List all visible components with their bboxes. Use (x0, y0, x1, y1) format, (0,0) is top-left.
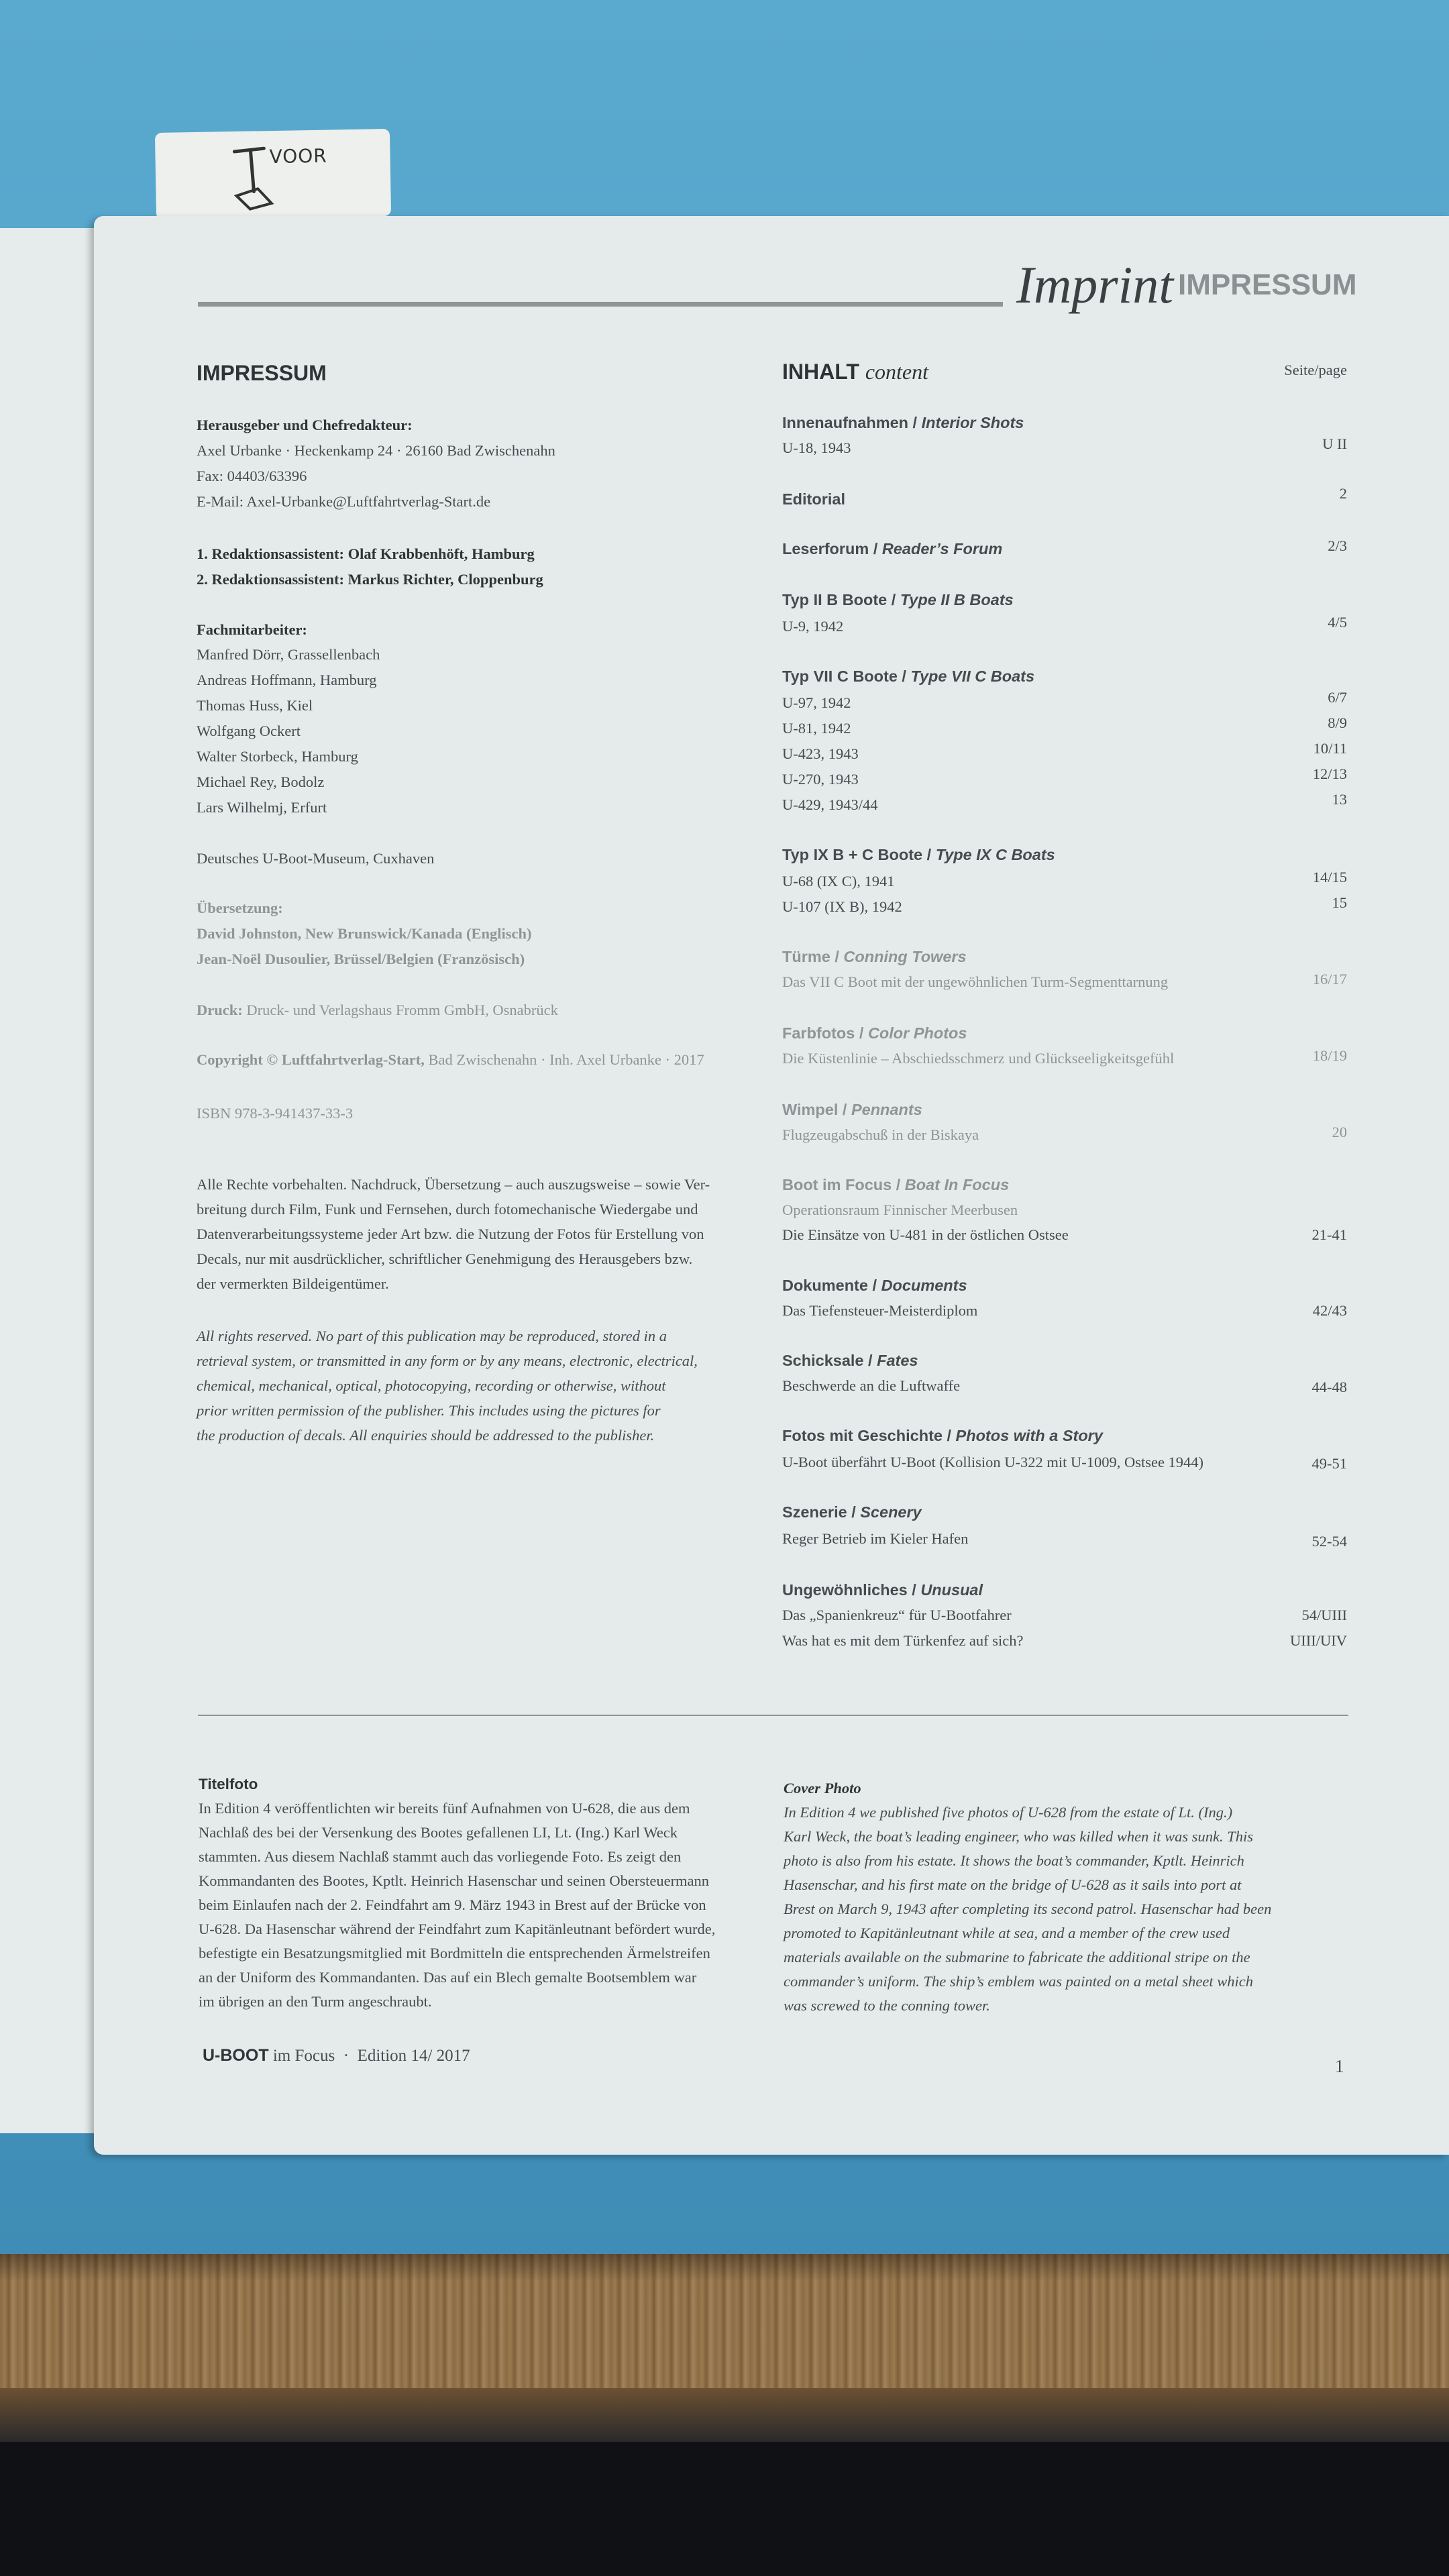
toc-section-de: Farbfotos / (782, 1024, 868, 1042)
contributor: Andreas Hoffmann, Hamburg (197, 672, 377, 688)
publisher-fax: Fax: 04403/63396 (197, 468, 307, 484)
toc-section-title (782, 1580, 983, 1599)
print-text: Druck- und Verlagshaus Fromm GmbH, Osnabrück (246, 1002, 558, 1018)
edition-footer: U-BOOT im Focus · Edition 14/ 2017 (203, 2046, 470, 2065)
toc-item-page: 20 (1332, 1124, 1347, 1140)
contributor: Lars Wilhelmj, Erfurt (197, 799, 327, 816)
publisher-label: Herausgeber und Chefredakteur: (197, 417, 413, 433)
toc-section-title (782, 539, 1002, 558)
toc-item-page: 10/11 (1313, 740, 1347, 757)
toc-page-label: Seite/page (1284, 362, 1347, 378)
toc-item: U-270, 1943 (782, 771, 859, 788)
rights-en-line: prior written permission of the publisher. This includes using the pictures for (197, 1402, 661, 1419)
toc-section-de: Wimpel / (782, 1101, 851, 1118)
brand-rest: im Focus (272, 2047, 335, 2065)
toc-section-en: Documents (881, 1277, 967, 1294)
toc-section-title: Editorial (782, 490, 846, 508)
cover-photo-line: Karl Weck, the boat’s leading engineer, who was killed when it was sunk. This (784, 1828, 1253, 1845)
cover-photo-line: promoted to Kapitänleutnant while at sea, and a member of the crew used (784, 1925, 1230, 1941)
dark-floor (0, 2442, 1449, 2576)
header-rule (198, 302, 1003, 307)
toc-section-title (782, 947, 967, 966)
toc-section-title (782, 1351, 918, 1370)
back-page-edge (0, 228, 101, 2133)
paper-tag (155, 129, 391, 220)
toc-section-en: Pennants (851, 1101, 922, 1118)
museum-credit: Deutsches U-Boot-Museum, Cuxhaven (197, 850, 435, 867)
translation-label: Übersetzung: (197, 900, 283, 916)
toc-item-page: UIII/UIV (1290, 1632, 1347, 1649)
titelfoto-line: U-628. Da Hasenschar während der Feindfahrt zum Kapitänleutnant befördert wurde, (199, 1921, 716, 1937)
print-credit (197, 1001, 558, 1020)
toc-item: Beschwerde an die Luftwaffe (782, 1377, 961, 1394)
cover-photo-line: In Edition 4 we published five photos of U-628 from the estate of Lt. (Ing.) (784, 1804, 1233, 1821)
toc-section-title (782, 1426, 1103, 1445)
toc-heading-en: content (865, 360, 929, 384)
contributor: Michael Rey, Bodolz (197, 773, 325, 790)
toc-section-en: Conning Towers (843, 948, 967, 965)
toc-item-page: 42/43 (1312, 1302, 1347, 1319)
toc-section-de: Dokumente / (782, 1277, 881, 1294)
toc-item-page: 8/9 (1328, 714, 1347, 731)
translator-2: Jean-Noël Dusoulier, Brüssel/Belgien (Französisch) (197, 951, 525, 967)
toc-item: Flugzeugabschuß in der Biskaya (782, 1126, 979, 1143)
titelfoto-heading: Titelfoto (199, 1776, 258, 1792)
toc-item-page: 2/3 (1328, 537, 1347, 554)
page-number: 1 (1335, 2056, 1344, 2076)
toc-item-page: 21-41 (1311, 1226, 1347, 1243)
shelf-shadow (0, 2254, 1449, 2281)
toc-item: Die Einsätze von U-481 in der östlichen Ostsee (782, 1226, 1069, 1243)
toc-item: U-68 (IX C), 1941 (782, 873, 895, 890)
brand-name: U-BOOT (203, 2046, 269, 2065)
isbn: ISBN 978-3-941437-33-3 (197, 1105, 354, 1122)
toc-item-page: 14/15 (1312, 869, 1347, 885)
rights-de-line: Decals, nur mit ausdrücklicher, schriftlicher Genehmigung des Herausgebers bzw. (197, 1250, 693, 1267)
publisher-address: Axel Urbanke · Heckenkamp 24 · 26160 Bad Zwischenahn (197, 442, 555, 459)
toc-item: U-423, 1943 (782, 745, 859, 762)
toc-section-title (782, 1024, 967, 1042)
toc-section-en: Fates (877, 1352, 918, 1369)
toc-section-de: Typ IX B + C Boote / (782, 846, 936, 863)
toc-section-title (782, 667, 1034, 686)
cover-photo-line: photo is also from his estate. It shows the boat’s commander, Kptlt. Heinrich (784, 1852, 1244, 1869)
titelfoto-line: In Edition 4 veröffentlichten wir bereits fünf Aufnahmen von U-628, die aus dem (199, 1800, 690, 1817)
toc-section-en: Type II B Boats (900, 591, 1014, 608)
copyright-bold: Copyright © Luftfahrtverlag-Start, (197, 1051, 425, 1068)
rights-de-line: Datenverarbeitungssysteme jeder Art bzw. die Nutzung der Fotos für Erstellung von (197, 1226, 704, 1242)
toc-section-title (782, 413, 1024, 432)
toc-item-page: 16/17 (1312, 971, 1347, 987)
toc-section-en: Reader’s Forum (881, 540, 1003, 557)
page-title: Imprint (1016, 256, 1173, 314)
toc-section-en: Interior Shots (921, 414, 1024, 431)
toc-item: Das VII C Boot mit der ungewöhnlichen Turm-Segmenttarnung (782, 973, 1169, 990)
rights-en-line: retrieval system, or transmitted in any form or by any means, electronic, electrical, (197, 1352, 698, 1369)
toc-item-page: 2 (1339, 485, 1347, 502)
toc-item: U-18, 1943 (782, 439, 851, 456)
titelfoto-line: beim Einlaufen nach der 2. Feindfahrt am 9. März 1943 in Brest auf der Brücke von (199, 1896, 706, 1913)
copyright-rest: Bad Zwischenahn · Inh. Axel Urbanke · 2017 (428, 1051, 704, 1068)
toc-section-en: Type IX C Boats (935, 846, 1055, 863)
toc-heading (782, 360, 928, 384)
toc-section-en: Scenery (860, 1503, 922, 1521)
rights-en-line: the production of decals. All enquiries should be addressed to the publisher. (197, 1427, 655, 1444)
titelfoto-line: an der Uniform des Kommandanten. Das auf ein Blech gemalte Bootsemblem war (199, 1969, 697, 1986)
rights-de-line: Alle Rechte vorbehalten. Nachdruck, Übersetzung – auch auszugsweise – sowie Ver- (197, 1176, 710, 1193)
rights-en-line: chemical, mechanical, optical, photocopying, recording or otherwise, without (197, 1377, 666, 1394)
toc-item-page: 15 (1332, 894, 1347, 911)
toc-section-de: Ungewöhnliches / (782, 1581, 921, 1599)
toc-section-title (782, 1276, 967, 1295)
toc-section-de: Türme / (782, 948, 844, 965)
tag-label: VOOR (269, 144, 328, 168)
toc-item-page: 52-54 (1311, 1533, 1347, 1550)
translator-1: David Johnston, New Brunswick/Kanada (Englisch) (197, 925, 532, 942)
contributor: Walter Storbeck, Hamburg (197, 748, 358, 765)
titelfoto-line: im übrigen an den Turm angeschraubt. (199, 1993, 432, 2010)
contributor: Manfred Dörr, Grassellenbach (197, 646, 380, 663)
toc-item-page: 6/7 (1328, 689, 1347, 706)
toc-section-title (782, 1100, 922, 1119)
cover-photo-line: commander’s uniform. The ship’s emblem was painted on a metal sheet which (784, 1973, 1253, 1990)
page-subtitle: IMPRESSUM (1178, 268, 1357, 301)
contributor: Wolfgang Ockert (197, 722, 301, 739)
toc-item-page: 13 (1332, 791, 1347, 808)
titelfoto-line: Nachlaß des bei der Versenkung des Bootes gefallenen LI, Lt. (Ing.) Karl Weck (199, 1824, 678, 1841)
toc-item: Das „Spanienkreuz“ für U-Bootfahrer (782, 1607, 1012, 1623)
toc-section-de: Innenaufnahmen / (782, 414, 922, 431)
rights-de-line: breitung durch Film, Funk und Fernsehen, durch fotomechanische Wiedergabe und (197, 1201, 698, 1218)
toc-section-title (782, 1175, 1009, 1194)
titelfoto-line: Kommandanten des Bootes, Kptlt. Heinrich Hasenschar und seinen Obersteuermann (199, 1872, 710, 1889)
assistant-2: 2. Redaktionsassistent: Markus Richter, Cloppenburg (197, 571, 543, 588)
toc-item: U-9, 1942 (782, 618, 844, 635)
toc-item: U-Boot überfährt U-Boot (Kollision U-322 mit U-1009, Ostsee 1944) (782, 1454, 1204, 1470)
contributors-label: Fachmitarbeiter: (197, 621, 307, 638)
cover-photo-line: Brest on March 9, 1943 after completing its second patrol. Hasenschar had been (784, 1900, 1272, 1917)
toc-section-de: Leserforum / (782, 540, 882, 557)
titelfoto-line: stammten. Aus diesem Nachlaß stammt auch das vorliegende Foto. Es zeigt den (199, 1848, 682, 1865)
toc-heading-de: INHALT (782, 360, 859, 384)
toc-item-page: U II (1322, 435, 1347, 452)
toc-item: Operationsraum Finnischer Meerbusen (782, 1201, 1018, 1218)
toc-item-page: 54/UIII (1301, 1607, 1347, 1623)
contributor: Thomas Huss, Kiel (197, 697, 313, 714)
toc-item-page: 4/5 (1328, 614, 1347, 631)
toc-section-title (782, 845, 1055, 864)
toc-section-en: Boat In Focus (904, 1176, 1010, 1193)
assistant-1: 1. Redaktionsassistent: Olaf Krabbenhöft, Hamburg (197, 545, 535, 562)
toc-item-page: 18/19 (1312, 1047, 1347, 1064)
toc-item: Das Tiefensteuer-Meisterdiplom (782, 1302, 978, 1319)
toc-item: Was hat es mit dem Türkenfez auf sich? (782, 1632, 1024, 1649)
cover-photo-line: materials available on the submarine to fabricate the additional stripe on the (784, 1949, 1250, 1966)
toc-item: U-81, 1942 (782, 720, 851, 737)
toc-section-en: Type VII C Boats (910, 667, 1035, 685)
toc-section-en: Photos with a Story (955, 1427, 1103, 1444)
toc-section-de: Schicksale / (782, 1352, 877, 1369)
toc-section-title (782, 590, 1014, 609)
rights-de-line: der vermerkten Bildeigentümer. (197, 1275, 389, 1292)
copyright-line (197, 1051, 704, 1069)
toc-item-page: 44-48 (1311, 1379, 1347, 1395)
publisher-email: E-Mail: Axel-Urbanke@Luftfahrtverlag-Start.de (197, 493, 491, 510)
impressum-heading: IMPRESSUM (197, 361, 327, 385)
toc-item-page: 12/13 (1312, 765, 1347, 782)
toc-item-page: 49-51 (1311, 1455, 1347, 1472)
toc-section-de: Szenerie / (782, 1503, 861, 1521)
toc-section-de: Typ II B Boote / (782, 591, 900, 608)
cover-photo-line: was screwed to the conning tower. (784, 1997, 990, 2014)
titelfoto-line: befestigte ein Besatzungsmitglied mit Bordmitteln die entsprechenden Ärmelstreifen (199, 1945, 710, 1962)
toc-item: Reger Betrieb im Kieler Hafen (782, 1530, 969, 1547)
shelf-edge (0, 2388, 1449, 2442)
toc-item: Die Küstenlinie – Abschiedsschmerz und Glückseeligkeitsgefühl (782, 1050, 1175, 1067)
footer-rule (198, 1715, 1348, 1716)
toc-item: U-97, 1942 (782, 694, 851, 711)
toc-section-title (782, 1503, 922, 1521)
rights-en-line: All rights reserved. No part of this publication may be reproduced, stored in a (197, 1328, 667, 1344)
cover-photo-line: Hasenschar, and his first mate on the bridge of U-628 as it sails into port at (784, 1876, 1242, 1893)
toc-item: U-107 (IX B), 1942 (782, 898, 902, 915)
edition-number: Edition 14/ 2017 (357, 2047, 470, 2065)
toc-section-en: Color Photos (867, 1024, 967, 1042)
print-label: Druck: (197, 1002, 243, 1018)
toc-section-de: Typ VII C Boote / (782, 667, 911, 685)
toc-section-de: Fotos mit Geschichte / (782, 1427, 956, 1444)
toc-section-de: Boot im Focus / (782, 1176, 905, 1193)
cover-photo-heading: Cover Photo (784, 1780, 861, 1796)
toc-item: U-429, 1943/44 (782, 796, 878, 813)
toc-section-en: Unusual (920, 1581, 983, 1599)
